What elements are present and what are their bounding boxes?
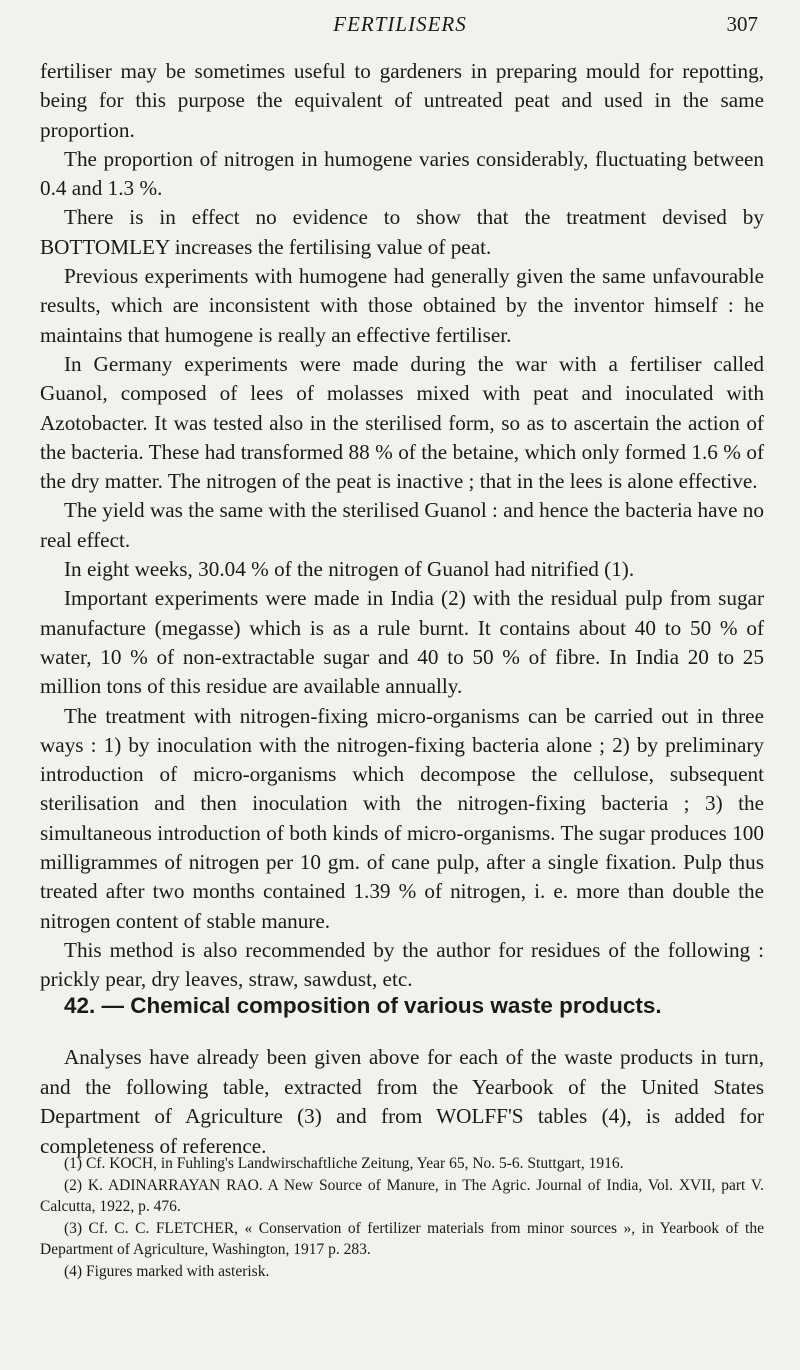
running-title: FERTILISERS — [333, 12, 467, 36]
paragraph-analyses: Analyses have already been given above for each of the waste products in turn, and the following table, extracted from the Yearbook of the United States Department of Agriculture (3) and from WOLFF'S tables (4), is added for completeness of reference. — [40, 1045, 764, 1158]
paragraph-method-recommended: This method is also recommended by the author for residues of the following : prickly pear, dry leaves, straw, sawdust, etc. — [40, 937, 764, 992]
paragraph-continued: fertiliser may be sometimes useful to gardeners in preparing mould for repotting, being for this purpose the equivalent of untreated peat and used in the same proportion. — [40, 59, 764, 142]
paragraph-treatment: The treatment with nitrogen-fixing micro-organisms can be carried out in three ways : 1) by inoculation with the nitrogen-fixing bacteria alone ; 2) by preliminary introduction of micro-organisms which decompose the cellulose, subsequent sterilisation and then inoculation with the nitrogen-fixing bacteria ; 3) the simultaneous introduction of both kinds of micro-organisms. The sugar produces 100 milligrammes of nitrogen per 10 gm. of cane pulp, after a single fixation. Pulp thus treated after two months contained 1.39 % of nitrogen, i. e. more than double the nitrogen content of stable manure. — [40, 703, 764, 933]
footnotes — [40, 1153, 764, 1282]
footnote-2: (2) K. ADINARRAYAN RAO. A New Source of Manure, in The Agric. Journal of India, Vol. XVII, part V. Calcutta, 1922, p. 476. — [40, 1176, 764, 1215]
paragraph-nitrified: In eight weeks, 30.04 % of the nitrogen of Guanol had nitrified (1). — [64, 557, 635, 582]
body-text — [40, 57, 764, 995]
paragraph-yield: The yield was the same with the sterilised Guanol : and hence the bacteria have no real effect. — [40, 498, 764, 552]
page-number: 307 — [726, 12, 758, 36]
running-head — [0, 6, 800, 42]
paragraph-guanol: In Germany experiments were made during the war with a fertiliser called Guanol, composed of lees of molasses mixed with peat and inoculated with Azotobacter. It was tested also in the sterilised form, so as to ascertain the action of the bacteria. These had transformed 88 % of the betaine, which only formed 1.6 % of the dry matter. The nitrogen of the peat is inactive ; that in the lees is alone effective. — [40, 351, 764, 494]
section-body — [40, 1043, 764, 1161]
footnote-4: (4) Figures marked with asterisk. — [64, 1262, 270, 1280]
footnote-1: (1) Cf. KOCH, in Fuhling's Landwirschaftliche Zeitung, Year 65, No. 5-6. Stuttgart, 1916. — [64, 1155, 624, 1172]
footnote-3: (3) Cf. C. C. FLETCHER, « Conservation of fertilizer materials from minor sources », in Yearbook of the Department of Agriculture, Washington, 1917 p. 283. — [40, 1219, 764, 1258]
paragraph-india-megasse: Important experiments were made in India (2) with the residual pulp from sugar manufacture (megasse) which is as a rule burnt. It contains about 40 to 50 % of water, 10 % of non-extractable sugar and 40 to 50 % of fibre. In India 20 to 25 million tons of this residue are available annually. — [40, 586, 764, 699]
paragraph-previous-experiments: Previous experiments with humogene had generally given the same unfavourable results, which are inconsistent with those obtained by the inventor himself : he maintains that humogene is really an effective fertiliser. — [40, 264, 764, 347]
paragraph-bottomley: There is in effect no evidence to show that the treatment devised by BOTTOMLEY increases the fertilising value of peat. — [40, 205, 764, 259]
section-heading: 42. — Chemical composition of various waste products. — [64, 993, 662, 1018]
paragraph-nitrogen-humogene: The proportion of nitrogen in humogene varies considerably, fluctuating between 0.4 and 1.3 %. — [40, 146, 764, 201]
